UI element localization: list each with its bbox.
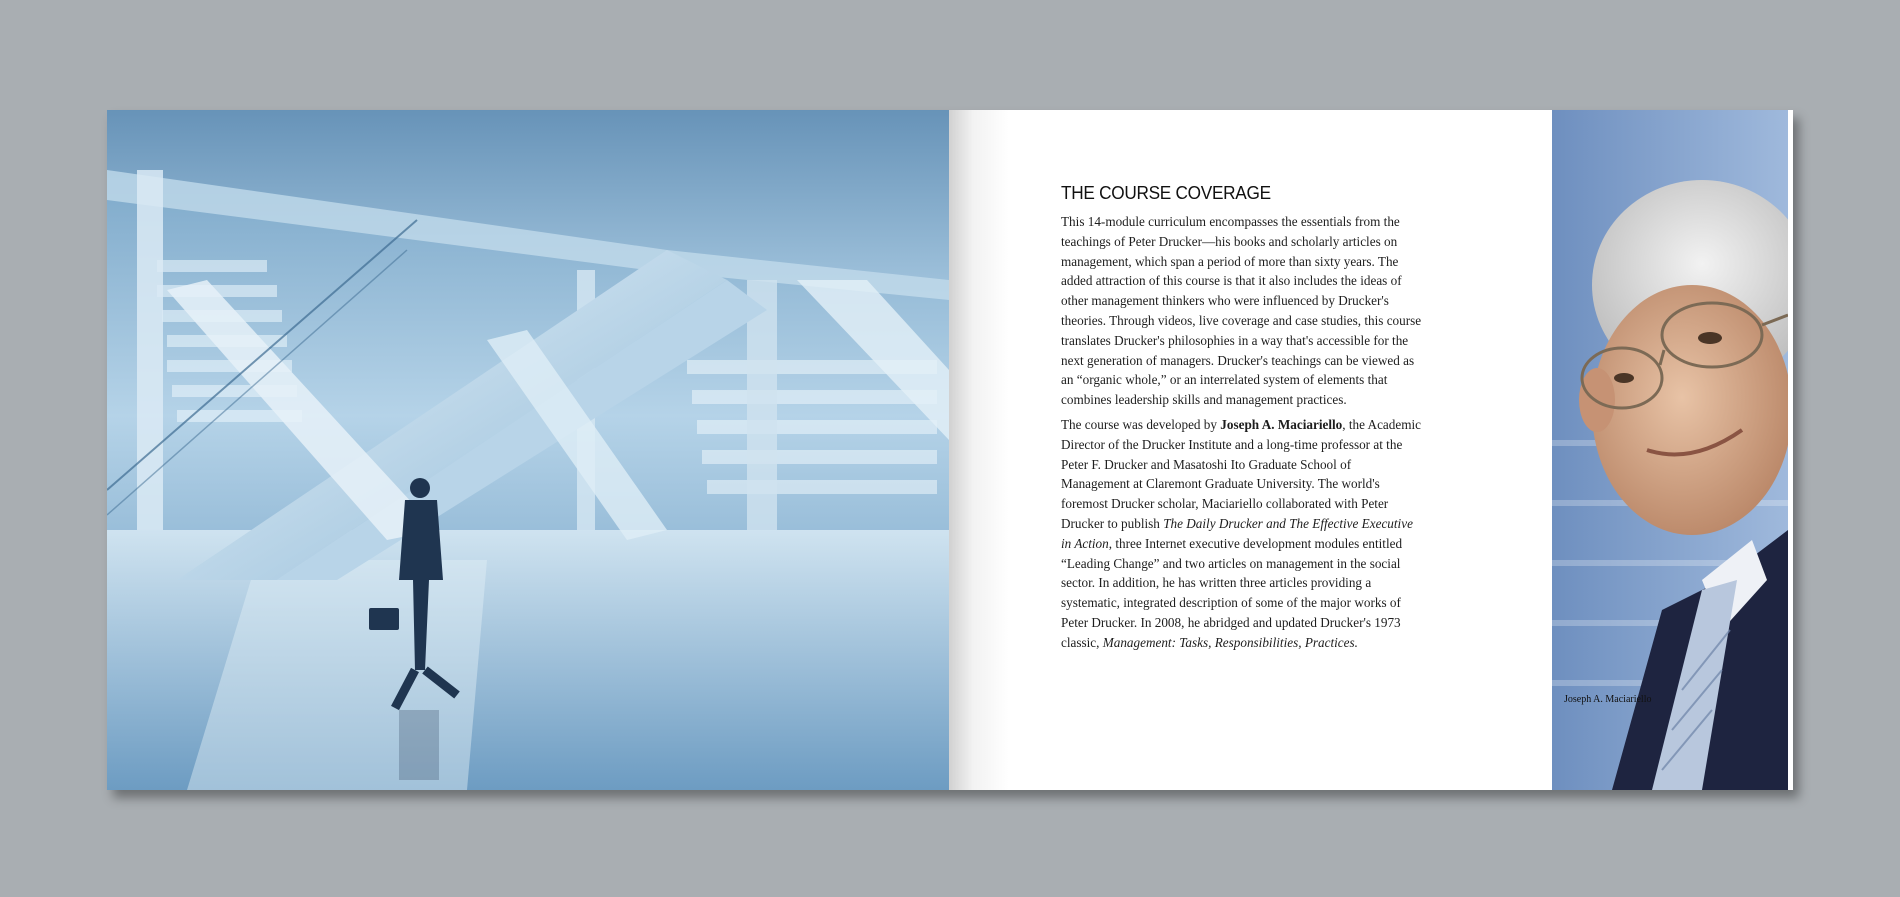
book-title-effective-executive: The Effective Executive in Action xyxy=(1061,515,1413,551)
and-text: and xyxy=(1262,515,1290,531)
right-page xyxy=(949,110,1793,790)
developer-paragraph xyxy=(1061,415,1423,653)
bio-text-b: , three Internet executive development modules entitled “Leading Change” and two articles on management in the social sector. In addition, he has written three articles providing a systematic, integrated description of some of the major works of Peter Drucker. In 2008, he abridged and updated Drucker's 1973 classic, xyxy=(1061,535,1403,650)
author-photo-column xyxy=(1552,110,1788,790)
curriculum-paragraph: This 14-module curriculum encompasses the essentials from the teachings of Peter Drucker—his books and scholarly articles on management, which span a period of more than sixty years. The added attraction of this course is that it also includes the ideas of other management thinkers who were influenced by Drucker's theories. Through videos, live coverage and case studies, this course translates Drucker's philosophies in a way that's accessible for the next generation of managers. Drucker's teachings can be viewed as an “organic whole,” or an interrelated system of elements that combines leadership skills and management practices. xyxy=(1061,214,1422,408)
section-heading: THE COURSE COVERAGE xyxy=(1061,182,1271,203)
book-title-management: Management: Tasks, Responsibilities, Practices. xyxy=(1102,634,1358,650)
left-page xyxy=(107,110,949,790)
bio-text-a: , the Academic Director of the Drucker Institute and a long-time professor at the Peter F. Drucker and Masatoshi Ito Graduate School of Management at Claremont Graduate University. The world's foremost Drucker scholar, Maciariello collaborated with Peter Drucker to publish xyxy=(1061,416,1422,531)
architecture-photo xyxy=(107,110,949,790)
page-gutter xyxy=(949,110,1009,790)
photo-caption: Joseph A. Maciariello xyxy=(1564,694,1652,705)
author-name: Joseph A. Maciariello xyxy=(1220,416,1343,432)
author-portrait xyxy=(1552,110,1788,790)
brochure-spread xyxy=(107,110,1793,790)
course-coverage-section xyxy=(1061,182,1423,658)
book-title-daily-drucker: The Daily Drucker xyxy=(1163,515,1263,531)
intro-text: The course was developed by xyxy=(1061,416,1221,432)
